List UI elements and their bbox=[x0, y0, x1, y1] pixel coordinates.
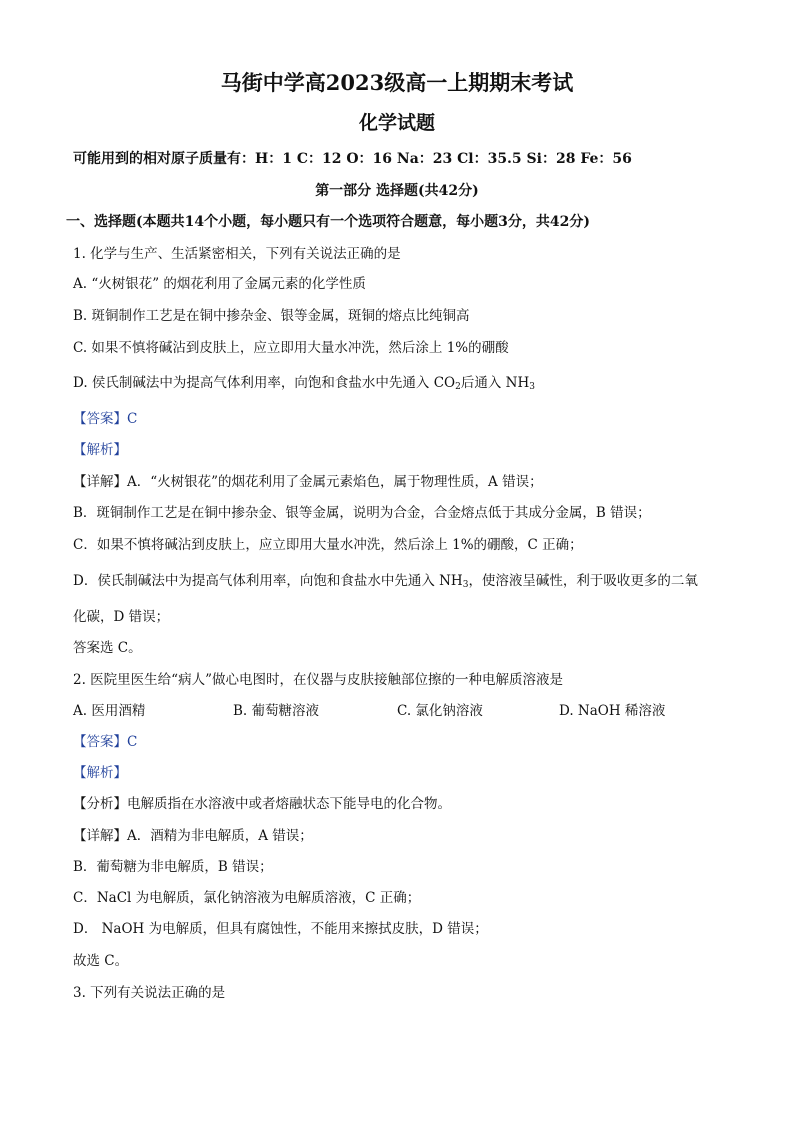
q1-detail-d-text: D．侯氏制碱法中为提高气体利用率，向饱和食盐水中先通入 NH bbox=[73, 573, 463, 589]
q2-detail-b: B．葡萄糖为非电解质，B 错误； bbox=[73, 859, 273, 875]
q2-fenxi: 【分析】电解质指在水溶液中或者熔融状态下能导电的化合物。 bbox=[73, 796, 451, 812]
q2-option-c: C. 氯化钠溶液 bbox=[397, 703, 483, 719]
q1-option-c: C. 如果不慎将碱沾到皮肤上，应立即用大量水冲洗，然后涂上 1%的硼酸 bbox=[73, 340, 509, 356]
q1-option-d bbox=[73, 373, 535, 393]
q3-stem: 3. 下列有关说法正确的是 bbox=[73, 985, 226, 1001]
q1-conclusion: 答案选 C。 bbox=[73, 640, 142, 656]
q2-detail-c: C．NaCl 为电解质，氯化钠溶液为电解质溶液，C 正确； bbox=[73, 890, 421, 906]
part-title: 第一部分 选择题(共42分) bbox=[315, 183, 479, 199]
q2-stem: 2. 医院里医生给“病人”做心电图时，在仪器与皮肤接触部位擦的一种电解质溶液是 bbox=[73, 672, 563, 688]
q1-option-b: B. 斑铜制作工艺是在铜中掺杂金、银等金属，斑铜的熔点比纯铜高 bbox=[73, 308, 470, 324]
section-title: 一、选择题(本题共14个小题，每小题只有一个选项符合题意，每小题3分，共42分) bbox=[66, 214, 590, 230]
q1-detail-d-sub: 3 bbox=[462, 580, 469, 590]
q1-detail-c: C．如果不慎将碱沾到皮肤上，应立即用大量水冲洗，然后涂上 1%的硼酸，C 正确； bbox=[73, 537, 583, 553]
q1-stem: 1. 化学与生产、生活紧密相关，下列有关说法正确的是 bbox=[73, 246, 401, 262]
q1-option-d-mid: 后通入 NH bbox=[460, 375, 530, 391]
q1-option-a: A. “火树银花” 的烟花利用了金属元素的化学性质 bbox=[73, 276, 366, 292]
q1-option-d-sub1: 2 bbox=[455, 382, 461, 392]
q2-analysis-tag: 【解析】 bbox=[73, 765, 127, 781]
q1-detail-d-post: ，使溶液呈碱性，利于吸收更多的二氧 bbox=[468, 573, 698, 589]
q2-answer: 【答案】C bbox=[73, 734, 138, 750]
atomic-masses: 可能用到的相对原子质量有：H：1 C：12 O：16 Na：23 Cl：35.5 Si：28 Fe：56 bbox=[73, 151, 632, 167]
q1-detail-d bbox=[73, 571, 698, 591]
q2-conclusion: 故选 C。 bbox=[73, 953, 129, 969]
q2-option-d: D. NaOH 稀溶液 bbox=[559, 703, 666, 719]
q2-option-a: A. 医用酒精 bbox=[73, 703, 146, 719]
q1-analysis-tag: 【解析】 bbox=[73, 442, 127, 458]
q1-detail-d-cont: 化碳，D 错误； bbox=[73, 609, 170, 625]
exam-title: 马街中学高2023级高一上期期末考试 bbox=[220, 70, 574, 95]
q2-option-b: B. 葡萄糖溶液 bbox=[233, 703, 320, 719]
q1-option-d-text: D. 侯氏制碱法中为提高气体利用率，向饱和食盐水中先通入 CO bbox=[73, 375, 456, 391]
q2-detail-a: 【详解】A．酒精为非电解质，A 错误； bbox=[73, 828, 313, 844]
q2-detail-d: D． NaOH 为电解质，但具有腐蚀性，不能用来擦拭皮肤，D 错误； bbox=[73, 921, 488, 937]
q1-detail-b: B．斑铜制作工艺是在铜中掺杂金、银等金属，说明为合金，合金熔点低于其成分金属，B 错误； bbox=[73, 505, 651, 521]
q1-option-d-sub2: 3 bbox=[529, 382, 535, 392]
exam-subtitle: 化学试题 bbox=[358, 112, 435, 134]
q1-detail-a: 【详解】A．“火树银花”的烟花利用了金属元素焰色，属于物理性质，A 错误； bbox=[73, 474, 543, 490]
q1-answer: 【答案】C bbox=[73, 411, 138, 427]
